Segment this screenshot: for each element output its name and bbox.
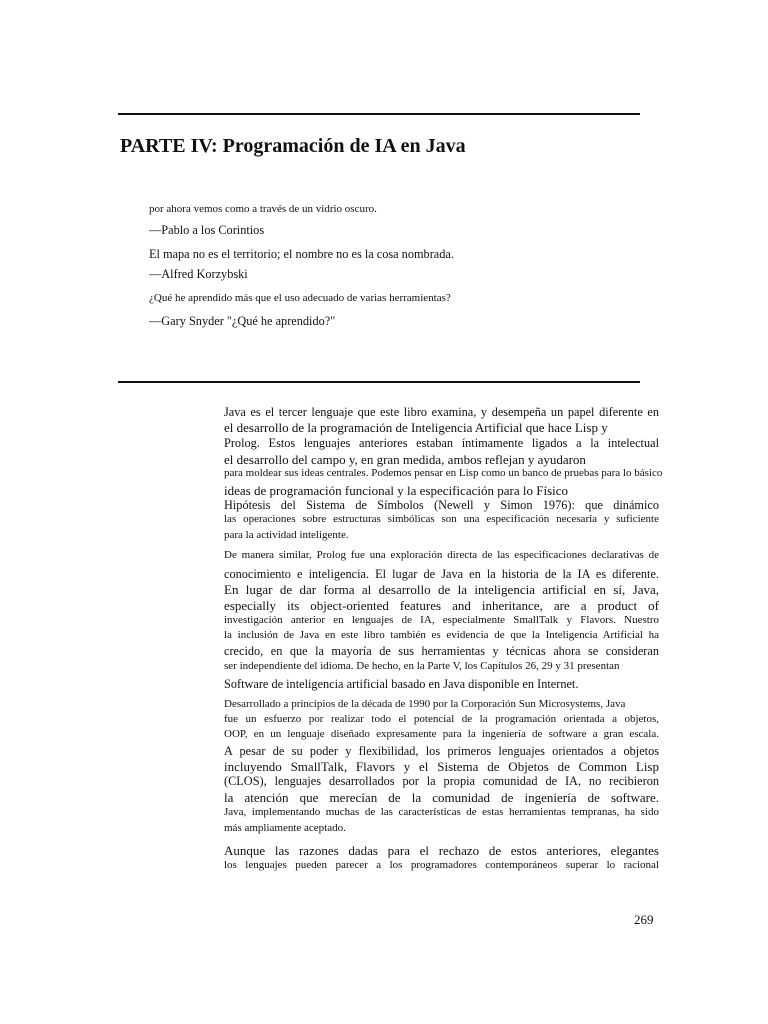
body-line: Java, implementando muchas de las características de estas herramientas tempranas, ha sido	[224, 806, 659, 818]
body-line: Prolog. Estos lenguajes anteriores estaban íntimamente ligados a la intelectual	[224, 436, 659, 450]
body-line: ser independiente del idioma. De hecho, en la Parte V, los Capítulos 26, 29 y 31 presentan	[224, 660, 620, 672]
body-line: En lugar de dar forma al desarrollo de la inteligencia artificial en sí, Java,	[224, 582, 659, 597]
top-rule	[118, 113, 640, 115]
body-line: A pesar de su poder y flexibilidad, los primeros lenguajes orientados a objetos	[224, 744, 659, 758]
body-line: incluyendo SmallTalk, Flavors y el Sistema de Objetos de Common Lisp	[224, 759, 659, 774]
body-line: los lenguajes pueden parecer a los programadores contemporáneos superar lo racional	[224, 859, 659, 871]
body-line: las operaciones sobre estructuras simbólicas son una especificación necesaria y suficiente	[224, 513, 659, 525]
epigraph-attribution: —Pablo a los Corintios	[149, 223, 265, 237]
body-line: Aunque las razones dadas para el rechazo de estos anteriores, elegantes	[224, 843, 659, 858]
epigraph-quote: El mapa no es el territorio; el nombre no es la cosa nombrada.	[149, 247, 454, 261]
body-line: más ampliamente aceptado.	[224, 822, 346, 834]
body-line: para moldear sus ideas centrales. Podemos pensar en Lisp como un banco de pruebas para lo básico	[224, 467, 663, 479]
body-line: conocimiento e inteligencia. El lugar de Java en la historia de la IA es diferente.	[224, 567, 659, 581]
body-line: para la actividad inteligente.	[224, 529, 349, 541]
body-line: (CLOS), lenguajes desarrollados por la propia comunidad de IA, no recibieron	[224, 774, 659, 788]
page-number: 269	[634, 912, 654, 927]
body-line: crecido, en que la mayoría de sus herramientas y técnicas ahora se consideran	[224, 644, 659, 658]
body-line: Hipótesis del Sistema de Símbolos (Newell y Simon 1976): que dinámico	[224, 498, 659, 512]
epigraph-quote: por ahora vemos como a través de un vidrio oscuro.	[149, 203, 377, 215]
body-line: fue un esfuerzo por realizar todo el potencial de la programación orientada a objetos,	[224, 713, 659, 725]
page-title: PARTE IV: Programación de IA en Java	[120, 135, 466, 157]
body-line: OOP, en un lenguaje diseñado expresamente para la ingeniería de software a gran escala.	[224, 728, 659, 740]
body-line: la atención que merecían de la comunidad de ingeniería de software.	[224, 790, 659, 805]
section-rule	[118, 381, 640, 383]
body-line: el desarrollo de la programación de Inteligencia Artificial que hace Lisp y	[224, 420, 608, 435]
body-line: De manera similar, Prolog fue una exploración directa de las especificaciones declarativas de	[224, 549, 659, 561]
body-line: el desarrollo del campo y, en gran medida, ambos reflejan y ayudaron	[224, 452, 586, 467]
body-line: ideas de programación funcional y la especificación para lo Físico	[224, 483, 569, 498]
body-line: investigación anterior en lenguajes de IA, especialmente SmallTalk y Flavors. Nuestro	[224, 614, 659, 626]
body-line: la inclusión de Java en este libro también es evidencia de que la Inteligencia Artificial ha	[224, 629, 659, 641]
epigraph-attribution: —Alfred Korzybski	[149, 267, 248, 281]
body-line: Desarrollado a principios de la década de 1990 por la Corporación Sun Microsystems, Java	[224, 698, 626, 710]
body-line: Software de inteligencia artificial basado en Java disponible en Internet.	[224, 677, 579, 691]
epigraph-attribution: —Gary Snyder "¿Qué he aprendido?"	[149, 314, 336, 328]
epigraph-quote: ¿Qué he aprendido más que el uso adecuado de varias herramientas?	[149, 292, 451, 304]
body-line: Java es el tercer lenguaje que este libro examina, y desempeña un papel diferente en	[224, 405, 659, 419]
body-line: especially its object-oriented features and inheritance, are a product of	[224, 598, 659, 613]
